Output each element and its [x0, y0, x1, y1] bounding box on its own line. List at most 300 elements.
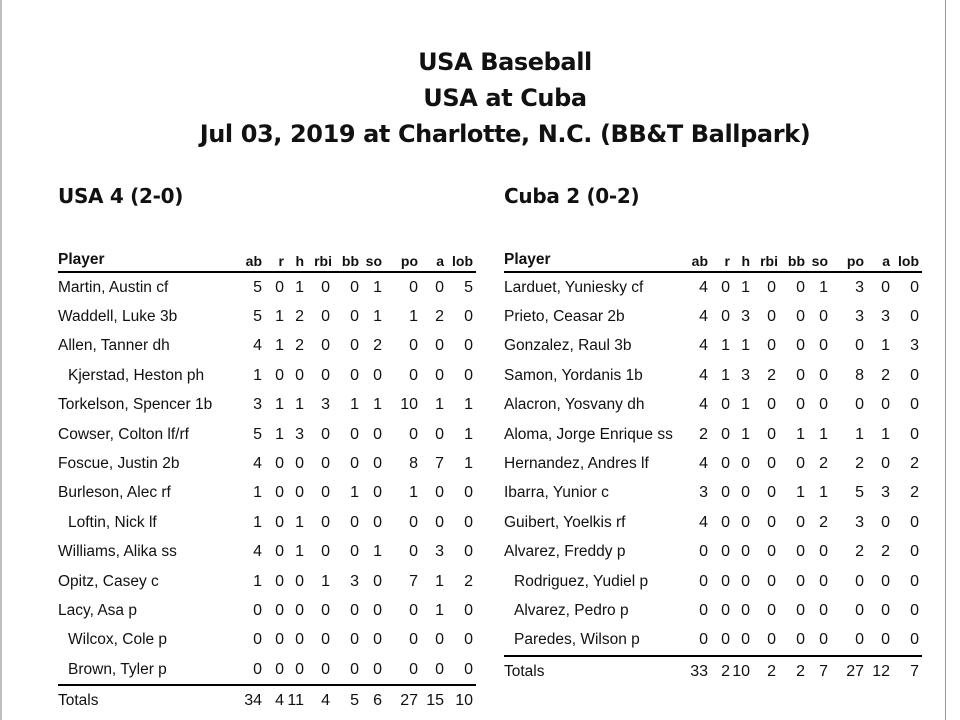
stat-po: 10	[400, 396, 418, 414]
stat-a: 7	[435, 455, 444, 473]
stat-so: 0	[373, 455, 382, 473]
column-header-a: a	[436, 253, 444, 269]
stat-bb: 0	[796, 631, 805, 649]
stat-rbi: 0	[767, 543, 776, 561]
stat-rbi: 0	[321, 513, 330, 531]
column-header-player: Player	[58, 251, 105, 268]
stat-h: 1	[741, 337, 750, 355]
stat-bb: 0	[350, 278, 359, 296]
player-name: Aloma, Jorge Enrique ss	[504, 425, 673, 443]
stat-a: 2	[435, 308, 444, 326]
stat-lob: 0	[910, 631, 919, 649]
totals-row	[504, 655, 922, 686]
stat-lob: 0	[464, 366, 473, 384]
player-row	[58, 626, 476, 655]
stat-ab: 1	[253, 366, 262, 384]
total-r: 2	[721, 662, 730, 680]
stat-lob: 0	[910, 308, 919, 326]
stat-so: 0	[373, 366, 382, 384]
player-name: Foscue, Justin 2b	[58, 455, 180, 473]
stat-a: 0	[881, 513, 890, 531]
stat-so: 0	[819, 601, 828, 619]
column-header-lob: lob	[898, 253, 919, 269]
total-lob: 7	[910, 662, 919, 680]
stat-lob: 3	[910, 337, 919, 355]
stat-r: 0	[275, 278, 284, 296]
home-team-heading: Cuba 2 (0-2)	[504, 184, 640, 208]
stat-a: 0	[435, 337, 444, 355]
totals-label: Totals	[58, 692, 99, 710]
column-header-r: r	[278, 253, 284, 269]
stat-a: 0	[881, 455, 890, 473]
stat-rbi: 0	[321, 601, 330, 619]
stat-rbi: 0	[767, 513, 776, 531]
player-name: Torkelson, Spencer 1b	[58, 396, 213, 414]
stat-a: 0	[881, 396, 890, 414]
table-header-row	[504, 246, 922, 273]
total-ab: 34	[244, 692, 262, 710]
column-header-r: r	[724, 253, 730, 269]
stat-r: 1	[275, 425, 284, 443]
stat-rbi: 0	[321, 660, 330, 678]
stat-ab: 1	[253, 484, 262, 502]
stat-rbi: 0	[321, 366, 330, 384]
stat-rbi: 0	[321, 631, 330, 649]
stat-bb: 0	[350, 513, 359, 531]
player-row	[504, 479, 922, 508]
column-header-so: so	[811, 253, 828, 269]
stat-lob: 0	[464, 513, 473, 531]
stat-bb: 0	[350, 601, 359, 619]
stat-po: 0	[409, 366, 418, 384]
player-row	[58, 273, 476, 302]
column-header-lob: lob	[452, 253, 473, 269]
stat-so: 0	[819, 572, 828, 590]
stat-so: 0	[819, 308, 828, 326]
stat-bb: 0	[350, 308, 359, 326]
stat-r: 0	[275, 484, 284, 502]
column-header-ab: ab	[245, 253, 262, 269]
stat-a: 3	[435, 543, 444, 561]
stat-rbi: 0	[767, 455, 776, 473]
stat-r: 0	[721, 631, 730, 649]
stat-r: 0	[721, 396, 730, 414]
player-row	[504, 361, 922, 390]
player-name: Wilcox, Cole p	[68, 631, 168, 649]
stat-h: 1	[295, 543, 304, 561]
player-row	[58, 508, 476, 537]
stat-r: 1	[275, 337, 284, 355]
player-name: Martin, Austin cf	[58, 278, 169, 296]
stat-lob: 0	[910, 278, 919, 296]
stat-lob: 0	[464, 660, 473, 678]
stat-a: 0	[435, 425, 444, 443]
stat-r: 0	[275, 660, 284, 678]
column-header-bb: bb	[341, 253, 359, 269]
player-name: Williams, Alika ss	[58, 543, 177, 561]
stat-po: 5	[855, 484, 864, 502]
stat-h: 0	[295, 366, 304, 384]
stat-h: 0	[295, 601, 304, 619]
column-header-so: so	[365, 253, 382, 269]
stat-so: 2	[373, 337, 382, 355]
stat-rbi: 3	[321, 396, 330, 414]
player-row	[504, 508, 922, 537]
stat-rbi: 0	[767, 572, 776, 590]
player-row	[504, 302, 922, 331]
stat-h: 0	[741, 484, 750, 502]
stat-lob: 1	[464, 396, 473, 414]
stat-r: 0	[721, 278, 730, 296]
stat-po: 0	[855, 396, 864, 414]
player-name: Cowser, Colton lf/rf	[58, 425, 189, 443]
stat-bb: 0	[796, 572, 805, 590]
stat-bb: 0	[350, 425, 359, 443]
stat-po: 0	[855, 572, 864, 590]
player-row	[58, 596, 476, 625]
stat-rbi: 0	[321, 543, 330, 561]
stat-a: 0	[435, 278, 444, 296]
stat-h: 0	[741, 572, 750, 590]
stat-h: 0	[741, 455, 750, 473]
stat-h: 2	[295, 337, 304, 355]
stat-bb: 0	[796, 366, 805, 384]
column-header-h: h	[295, 253, 304, 269]
stat-po: 0	[855, 631, 864, 649]
player-row	[504, 449, 922, 478]
stat-bb: 0	[796, 308, 805, 326]
stat-r: 0	[275, 366, 284, 384]
stat-a: 0	[881, 631, 890, 649]
stat-a: 3	[881, 484, 890, 502]
stat-rbi: 0	[767, 484, 776, 502]
stat-r: 0	[721, 308, 730, 326]
player-row	[58, 302, 476, 331]
player-row	[504, 567, 922, 596]
stat-a: 0	[435, 484, 444, 502]
stat-rbi: 0	[321, 484, 330, 502]
player-row	[504, 420, 922, 449]
stat-bb: 0	[350, 631, 359, 649]
stat-so: 0	[373, 425, 382, 443]
stat-bb: 0	[796, 601, 805, 619]
stat-ab: 4	[253, 543, 262, 561]
stat-po: 3	[855, 308, 864, 326]
total-so: 7	[819, 662, 828, 680]
stat-a: 1	[435, 396, 444, 414]
total-ab: 33	[690, 662, 708, 680]
stat-po: 8	[855, 366, 864, 384]
stat-ab: 0	[699, 601, 708, 619]
stat-so: 0	[819, 337, 828, 355]
stat-h: 0	[295, 572, 304, 590]
stat-ab: 4	[699, 337, 708, 355]
stat-h: 1	[295, 396, 304, 414]
total-po: 27	[846, 662, 864, 680]
column-header-po: po	[846, 253, 864, 269]
stat-bb: 1	[796, 425, 805, 443]
stat-po: 0	[409, 425, 418, 443]
stat-so: 1	[373, 396, 382, 414]
stat-bb: 0	[796, 455, 805, 473]
stat-h: 0	[295, 631, 304, 649]
stat-a: 1	[435, 601, 444, 619]
stat-lob: 0	[910, 396, 919, 414]
player-name: Opitz, Casey c	[58, 572, 159, 590]
column-header-a: a	[882, 253, 890, 269]
stat-r: 0	[721, 425, 730, 443]
stat-rbi: 0	[767, 337, 776, 355]
title-line-date-venue: Jul 03, 2019 at Charlotte, N.C. (BB&T Ballpark)	[199, 120, 811, 148]
player-row	[58, 567, 476, 596]
stat-ab: 3	[699, 484, 708, 502]
stat-r: 0	[721, 484, 730, 502]
player-name: Waddell, Luke 3b	[58, 308, 178, 326]
stat-bb: 0	[350, 366, 359, 384]
stat-lob: 0	[910, 513, 919, 531]
stat-r: 0	[275, 513, 284, 531]
stat-rbi: 0	[767, 601, 776, 619]
stat-so: 1	[373, 543, 382, 561]
stat-r: 0	[275, 601, 284, 619]
stat-r: 0	[275, 572, 284, 590]
player-row	[58, 655, 476, 684]
player-row	[58, 420, 476, 449]
stat-rbi: 0	[767, 396, 776, 414]
stat-so: 0	[819, 366, 828, 384]
stat-h: 1	[741, 425, 750, 443]
player-name: Brown, Tyler p	[68, 660, 167, 678]
stat-so: 0	[819, 543, 828, 561]
stat-ab: 0	[253, 601, 262, 619]
player-name: Alacron, Yosvany dh	[504, 396, 645, 414]
stat-so: 1	[373, 308, 382, 326]
stat-lob: 1	[464, 425, 473, 443]
title-line-matchup: USA at Cuba	[423, 84, 587, 112]
stat-po: 0	[409, 513, 418, 531]
stat-rbi: 0	[321, 455, 330, 473]
stat-a: 2	[881, 543, 890, 561]
stat-ab: 2	[699, 425, 708, 443]
stat-bb: 3	[350, 572, 359, 590]
stat-r: 0	[275, 455, 284, 473]
stat-so: 0	[373, 484, 382, 502]
total-a: 15	[426, 692, 444, 710]
stat-h: 1	[295, 278, 304, 296]
stat-r: 0	[721, 513, 730, 531]
stat-r: 1	[721, 366, 730, 384]
stat-ab: 4	[253, 455, 262, 473]
stat-ab: 4	[699, 366, 708, 384]
stat-po: 0	[409, 601, 418, 619]
stat-so: 0	[373, 660, 382, 678]
title-line-org: USA Baseball	[418, 48, 592, 76]
stat-r: 0	[721, 455, 730, 473]
stat-lob: 5	[464, 278, 473, 296]
stat-rbi: 0	[767, 631, 776, 649]
stat-lob: 0	[464, 484, 473, 502]
table-header-row	[58, 246, 476, 273]
column-header-rbi: rbi	[760, 253, 778, 269]
totals-row	[58, 684, 476, 715]
box-score-title	[0, 44, 960, 152]
stat-r: 0	[275, 543, 284, 561]
stat-r: 1	[275, 308, 284, 326]
stat-rbi: 0	[767, 308, 776, 326]
stat-a: 0	[435, 660, 444, 678]
stat-h: 2	[295, 308, 304, 326]
stat-rbi: 0	[321, 337, 330, 355]
player-row	[504, 332, 922, 361]
stat-h: 1	[295, 513, 304, 531]
player-row	[504, 596, 922, 625]
stat-rbi: 0	[321, 425, 330, 443]
stat-a: 0	[881, 572, 890, 590]
stat-bb: 0	[796, 396, 805, 414]
player-row	[504, 626, 922, 655]
player-row	[58, 361, 476, 390]
stat-h: 0	[295, 484, 304, 502]
stat-bb: 1	[350, 396, 359, 414]
stat-h: 0	[741, 601, 750, 619]
player-row	[58, 391, 476, 420]
stat-lob: 0	[910, 572, 919, 590]
player-name: Samon, Yordanis 1b	[504, 366, 643, 384]
stat-h: 3	[741, 366, 750, 384]
player-name: Lacy, Asa p	[58, 601, 137, 619]
stat-lob: 0	[464, 337, 473, 355]
stat-h: 0	[741, 543, 750, 561]
stat-r: 0	[721, 543, 730, 561]
stat-rbi: 0	[321, 308, 330, 326]
total-h: 11	[287, 692, 304, 710]
stat-ab: 1	[253, 513, 262, 531]
stat-po: 2	[855, 543, 864, 561]
player-name: Paredes, Wilson p	[514, 631, 640, 649]
stat-ab: 1	[253, 572, 262, 590]
player-row	[58, 449, 476, 478]
stat-a: 0	[435, 631, 444, 649]
stat-h: 3	[741, 308, 750, 326]
stat-r: 1	[721, 337, 730, 355]
stat-po: 3	[855, 278, 864, 296]
player-name: Alvarez, Freddy p	[504, 543, 626, 561]
player-name: Larduet, Yuniesky cf	[504, 278, 644, 296]
stat-rbi: 0	[767, 425, 776, 443]
stat-a: 0	[435, 366, 444, 384]
stat-lob: 2	[910, 455, 919, 473]
column-header-rbi: rbi	[314, 253, 332, 269]
stat-r: 0	[721, 601, 730, 619]
stat-ab: 0	[253, 631, 262, 649]
stat-a: 3	[881, 308, 890, 326]
stat-lob: 2	[910, 484, 919, 502]
stat-h: 0	[741, 513, 750, 531]
stat-bb: 0	[350, 337, 359, 355]
stat-a: 0	[881, 278, 890, 296]
stat-lob: 0	[910, 425, 919, 443]
totals-label: Totals	[504, 662, 545, 680]
stat-bb: 0	[350, 543, 359, 561]
stat-po: 0	[409, 631, 418, 649]
player-name: Loftin, Nick lf	[68, 513, 157, 531]
stat-po: 1	[409, 484, 418, 502]
stat-so: 0	[373, 601, 382, 619]
stat-so: 2	[819, 513, 828, 531]
stat-so: 0	[819, 631, 828, 649]
player-name: Burleson, Alec rf	[58, 484, 171, 502]
stat-ab: 4	[699, 396, 708, 414]
stat-a: 2	[881, 366, 890, 384]
player-row	[58, 479, 476, 508]
stat-po: 0	[855, 337, 864, 355]
stat-bb: 0	[796, 543, 805, 561]
stat-ab: 4	[699, 513, 708, 531]
stat-r: 1	[275, 396, 284, 414]
stat-h: 0	[295, 660, 304, 678]
home-box-score-table	[504, 246, 922, 686]
stat-lob: 0	[464, 308, 473, 326]
stat-h: 0	[295, 455, 304, 473]
stat-so: 1	[819, 425, 828, 443]
column-header-po: po	[400, 253, 418, 269]
stat-lob: 2	[464, 572, 473, 590]
stat-a: 1	[435, 572, 444, 590]
stat-so: 0	[373, 513, 382, 531]
player-name: Rodriguez, Yudiel p	[514, 572, 649, 590]
away-box-score-table	[58, 246, 476, 716]
stat-ab: 4	[699, 278, 708, 296]
stat-h: 1	[741, 396, 750, 414]
column-header-player: Player	[504, 251, 551, 268]
stat-po: 3	[855, 513, 864, 531]
stat-bb: 0	[796, 513, 805, 531]
player-name: Gonzalez, Raul 3b	[504, 337, 632, 355]
player-row	[504, 273, 922, 302]
stat-ab: 4	[699, 455, 708, 473]
total-a: 12	[872, 662, 890, 680]
player-row	[504, 391, 922, 420]
stat-lob: 0	[464, 601, 473, 619]
stat-po: 0	[409, 278, 418, 296]
stat-po: 0	[855, 601, 864, 619]
stat-rbi: 0	[321, 278, 330, 296]
stat-po: 1	[409, 308, 418, 326]
total-bb: 2	[796, 662, 805, 680]
stat-bb: 1	[350, 484, 359, 502]
player-name: Prieto, Ceasar 2b	[504, 308, 625, 326]
stat-r: 0	[721, 572, 730, 590]
stat-ab: 5	[253, 425, 262, 443]
total-bb: 5	[350, 692, 359, 710]
stat-h: 3	[295, 425, 304, 443]
stat-ab: 4	[253, 337, 262, 355]
stat-lob: 0	[910, 366, 919, 384]
player-name: Alvarez, Pedro p	[514, 601, 629, 619]
stat-ab: 0	[699, 572, 708, 590]
stat-h: 0	[741, 631, 750, 649]
stat-so: 2	[819, 455, 828, 473]
stat-a: 0	[881, 601, 890, 619]
player-name: Kjerstad, Heston ph	[68, 366, 205, 384]
stat-lob: 0	[910, 601, 919, 619]
total-po: 27	[400, 692, 418, 710]
stat-ab: 0	[699, 543, 708, 561]
stat-a: 1	[881, 425, 890, 443]
stat-po: 7	[409, 572, 418, 590]
stat-a: 1	[881, 337, 890, 355]
stat-rbi: 2	[767, 366, 776, 384]
